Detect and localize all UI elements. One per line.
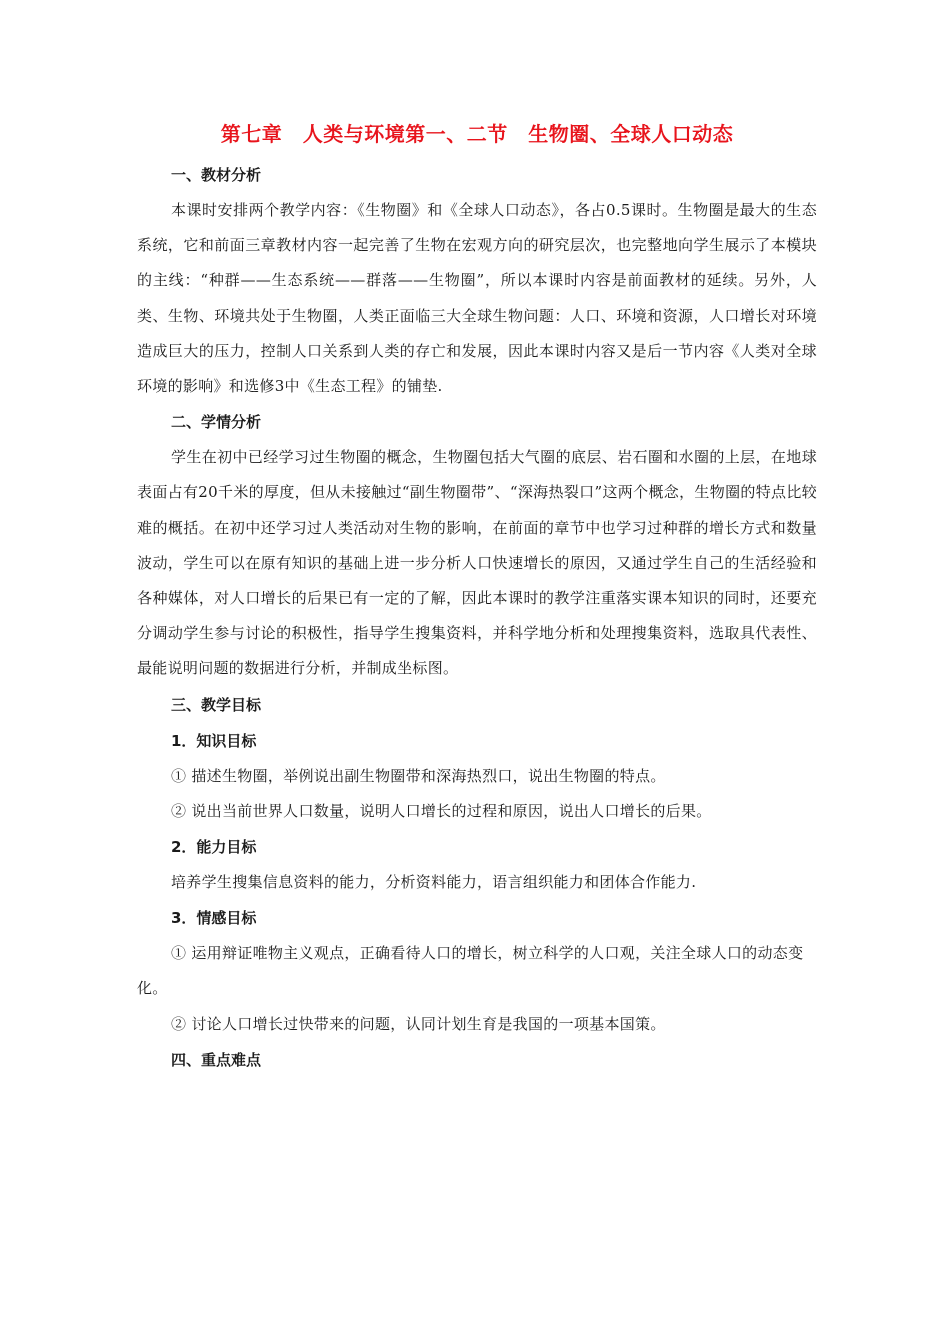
subheading-ability-goals: 2．能力目标 bbox=[171, 838, 257, 857]
list-item-ability-1: 培养学生搜集信息资料的能力，分析资料能力，语言组织能力和团体合作能力. bbox=[171, 873, 697, 892]
list-item-emotion-2: ② 讨论人口增长过快带来的问题，认同计划生育是我国的一项基本国策。 bbox=[171, 1014, 666, 1033]
section-heading-teaching-goals: 三、教学目标 bbox=[171, 695, 262, 714]
document-title: 第七章 人类与环境第一、二节 生物圈、全球人口动态 bbox=[220, 122, 734, 146]
section-heading-student-analysis: 二、学情分析 bbox=[171, 413, 262, 432]
subheading-emotion-goals: 3．情感目标 bbox=[171, 909, 257, 928]
list-item-emotion-1: ① 运用辩证唯物主义观点，正确看待人口的增长，树立科学的人口观，关注全球人口的动态变化。 bbox=[137, 944, 804, 998]
document-page bbox=[137, 118, 817, 1078]
subheading-knowledge-goals: 1．知识目标 bbox=[171, 731, 257, 750]
paragraph-student-analysis: 学生在初中已经学习过生物圈的概念，生物圈包括大气圈的底层、岩石圈和水圈的上层，在地球表面占有20千米的厚度，但从未接触过“副生物圈带”、“深海热裂口”这两个概念，生物圈的特点比较难的概括。在初中还学习过人类活动对生物的影响，在前面的章节中也学习过种群的增长方式和数量波动，学生可以在原有知识的基础上进一步分析人口快速增长的原因，又通过学生自己的生活经验和各种媒体，对人口增长的后果已有一定的了解，因此本课时的教学注重落实课本知识的同时，还要充分调动学生参与讨论的积极性，指导学生搜集资料，并科学地分析和处理搜集资料，选取具代表性、最能说明问题的数据进行分析，并制成坐标图。 bbox=[137, 448, 817, 678]
paragraph-textbook-analysis: 本课时安排两个教学内容：《生物圈》和《全球人口动态》，各占0.5课时。生物圈是最大的生态系统，它和前面三章教材内容一起完善了生物在宏观方向的研究层次，也完整地向学生展示了本模块的主线：“种群——生态系统——群落——生物圈”，所以本课时内容是前面教材的延续。另外，人类、生物、环境共处于生物圈，人类正面临三大全球生物问题：人口、环境和资源，人口增长对环境造成巨大的压力，控制人口关系到人类的存亡和发展，因此本课时内容又是后一节内容《人类对全球环境的影响》和选修3中《生态工程》的铺垫. bbox=[137, 201, 817, 396]
section-heading-key-difficulties: 四、重点难点 bbox=[171, 1050, 262, 1069]
list-item-knowledge-1: ① 描述生物圈，举例说出副生物圈带和深海热烈口，说出生物圈的特点。 bbox=[171, 766, 666, 785]
list-item-knowledge-2: ② 说出当前世界人口数量，说明人口增长的过程和原因，说出人口增长的后果。 bbox=[171, 801, 712, 820]
section-heading-textbook-analysis: 一、教材分析 bbox=[171, 166, 262, 184]
